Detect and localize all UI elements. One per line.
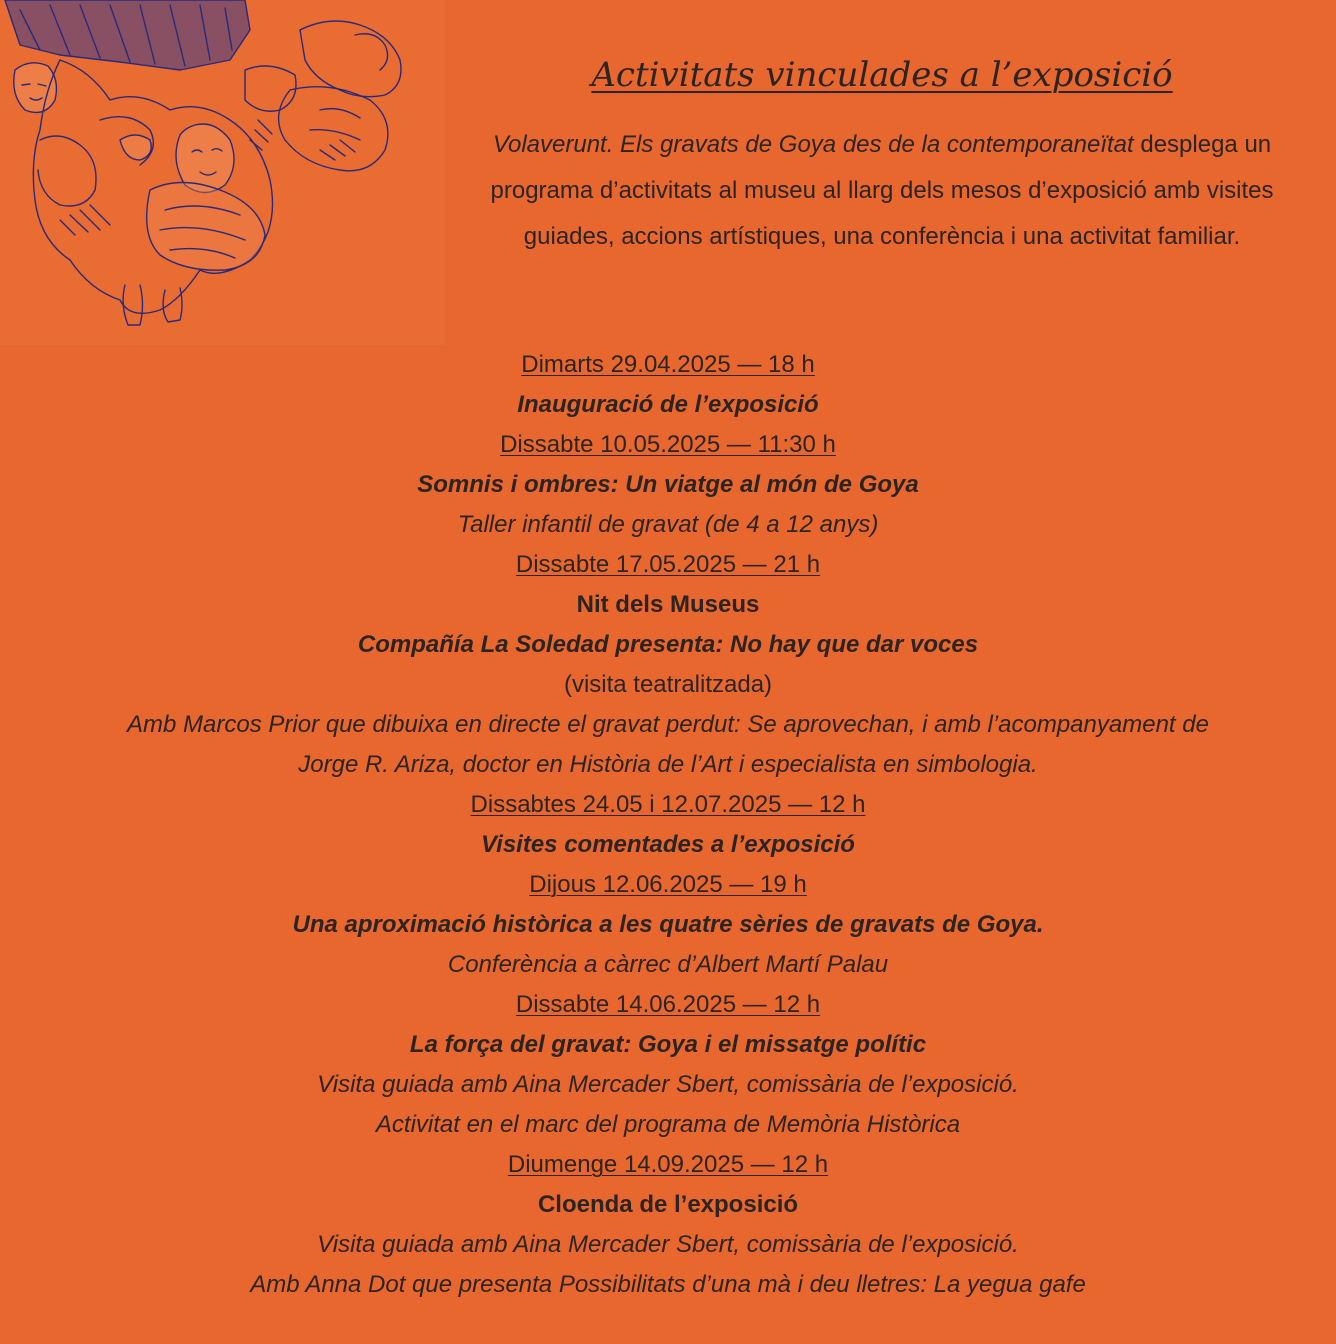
intro-text: desplega un programa d’activitats al museu al llarg dels mesos d’exposició amb visites guiades, accions artístiques, una conferència i una activitat familiar. xyxy=(490,131,1274,250)
event-detail: Amb Marcos Prior que dibuixa en directe el gravat perdut: Se aprovechan, i amb l’acompanyament de xyxy=(127,711,1209,738)
event-detail: Taller infantil de gravat (de 4 a 12 anys) xyxy=(457,511,879,538)
event-title: La força del gravat: Goya i el missatge polític xyxy=(409,1031,927,1058)
event-detail: Amb Anna Dot que presenta Possibilitats d’una mà i deu lletres: La yegua gafe xyxy=(250,1271,1086,1298)
exhibition-name: Volaverunt. Els gravats de Goya des de la contemporaneïtat xyxy=(492,131,1134,158)
event-detail: Visita guiada amb Aina Mercader Sbert, comissària de l’exposició. xyxy=(317,1071,1019,1098)
event-subtitle: Nit dels Museus xyxy=(576,591,760,618)
page-title: Activitats vinculades a l’exposició xyxy=(591,55,1173,95)
event-title: Compañía La Soledad presenta: No hay que dar voces xyxy=(357,631,979,658)
event-date: Dissabte 10.05.2025 — 11:30 h xyxy=(500,431,836,458)
header xyxy=(452,52,1312,260)
event-detail: Jorge R. Ariza, doctor en Història de l’Art i especialista en simbologia. xyxy=(298,751,1038,778)
event-date: Dijous 12.06.2025 — 19 h xyxy=(529,871,807,898)
event-note: (visita teatralitzada) xyxy=(563,671,773,698)
event-date: Dissabtes 24.05 i 12.07.2025 — 12 h xyxy=(470,791,866,818)
event-detail: Visita guiada amb Aina Mercader Sbert, comissària de l’exposició. xyxy=(317,1231,1019,1258)
event-title: Inauguració de l’exposició xyxy=(517,391,819,418)
event-subtitle: Cloenda de l’exposició xyxy=(537,1191,799,1218)
events-list xyxy=(0,345,1336,1305)
event-title: Visites comentades a l’exposició xyxy=(481,831,855,858)
event-title: Una aproximació històrica a les quatre sèries de gravats de Goya. xyxy=(292,911,1044,938)
event-date: Dissabte 14.06.2025 — 12 h xyxy=(515,991,821,1018)
event-date: Dissabte 17.05.2025 — 21 h xyxy=(515,551,821,578)
event-detail: Conferència a càrrec d’Albert Martí Palau xyxy=(447,951,889,978)
event-detail: Activitat en el marc del programa de Memòria Històrica xyxy=(375,1111,961,1138)
goya-etching-illustration xyxy=(0,0,445,345)
event-title: Somnis i ombres: Un viatge al món de Goya xyxy=(417,471,919,498)
event-date: Diumenge 14.09.2025 — 12 h xyxy=(507,1151,829,1178)
intro-paragraph xyxy=(452,122,1312,260)
event-date: Dimarts 29.04.2025 — 18 h xyxy=(521,351,815,378)
